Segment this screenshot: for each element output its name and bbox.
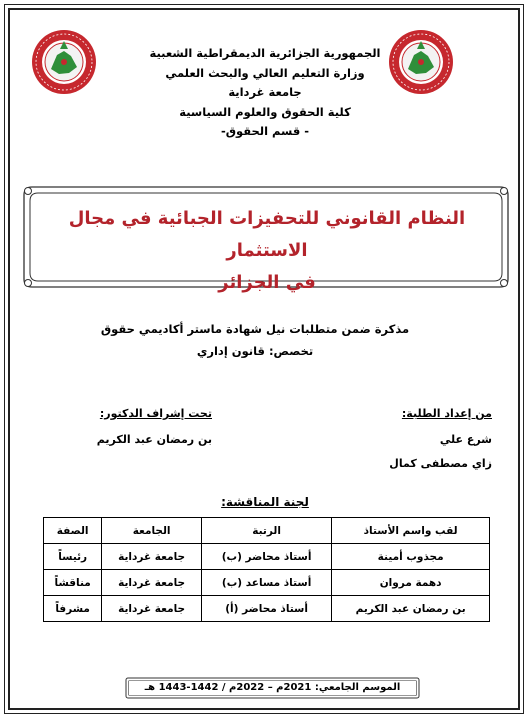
degree-requirement: مذكرة ضمن متطلبات نيل شهادة ماستر أكاديمي حقوق bbox=[100, 322, 410, 336]
academic-season-box bbox=[125, 677, 420, 699]
institution-header bbox=[120, 44, 410, 142]
supervisor-label: تحت إشراف الدكتور: bbox=[99, 407, 212, 420]
table-cell: أستاذ محاضر (أ) bbox=[201, 596, 331, 622]
table-cell: جامعة غرداية bbox=[102, 570, 202, 596]
table-cell: مجذوب أمينة bbox=[332, 544, 490, 570]
column-header: الجامعة bbox=[102, 518, 202, 544]
title-frame bbox=[22, 185, 510, 293]
column-header: الصفة bbox=[44, 518, 102, 544]
header-ministry: وزارة التعليم العالي والبحث العلمي bbox=[165, 65, 365, 80]
academic-season: الموسم الجامعي: 2021م – 2022م / 1442-1443 هـ bbox=[144, 682, 401, 693]
column-header: الرتبة bbox=[201, 518, 331, 544]
committee-table bbox=[43, 517, 490, 622]
table-row bbox=[44, 570, 490, 596]
header-university: جامعة غرداية bbox=[228, 85, 302, 99]
table-cell: أستاذ محاضر (ب) bbox=[201, 544, 331, 570]
committee-title: لجنة المناقشة: bbox=[221, 495, 309, 509]
table-cell: جامعة غرداية bbox=[102, 544, 202, 570]
specialization: تخصص: قانون إداري bbox=[196, 344, 314, 358]
supervisor-name: بن رمضان عبد الكريم bbox=[96, 433, 212, 446]
header-republic: الجمهورية الجزائرية الديمقراطية الشعبية bbox=[149, 46, 381, 60]
table-cell: أستاذ مساعد (ب) bbox=[201, 570, 331, 596]
degree-statement bbox=[90, 318, 420, 362]
students-label: من إعداد الطلبة: bbox=[401, 407, 492, 420]
table-row bbox=[44, 544, 490, 570]
table-cell: مشرفاً bbox=[44, 596, 102, 622]
thesis-title-line2: في الجزائر bbox=[218, 272, 316, 293]
table-row bbox=[44, 596, 490, 622]
table-cell: جامعة غرداية bbox=[102, 596, 202, 622]
table-cell: بن رمضان عبد الكريم bbox=[332, 596, 490, 622]
thesis-title-line1: النظام القانوني للتحفيزات الجبائية في مجال الاستثمار bbox=[68, 208, 466, 261]
student-name: زاي مصطفى كمال bbox=[389, 457, 492, 470]
table-header-row bbox=[44, 518, 490, 544]
university-seal-icon bbox=[31, 29, 97, 95]
student-name: شرع علي bbox=[439, 433, 492, 446]
table-cell: دهمة مروان bbox=[332, 570, 490, 596]
header-faculty: كلية الحقوق والعلوم السياسية bbox=[179, 104, 351, 119]
header-department: - قسم الحقوق- bbox=[220, 124, 310, 138]
column-header: لقب واسم الأستاذ bbox=[332, 518, 490, 544]
thesis-title bbox=[56, 203, 478, 299]
table-cell: رئيساً bbox=[44, 544, 102, 570]
table-cell: مناقشاً bbox=[44, 570, 102, 596]
